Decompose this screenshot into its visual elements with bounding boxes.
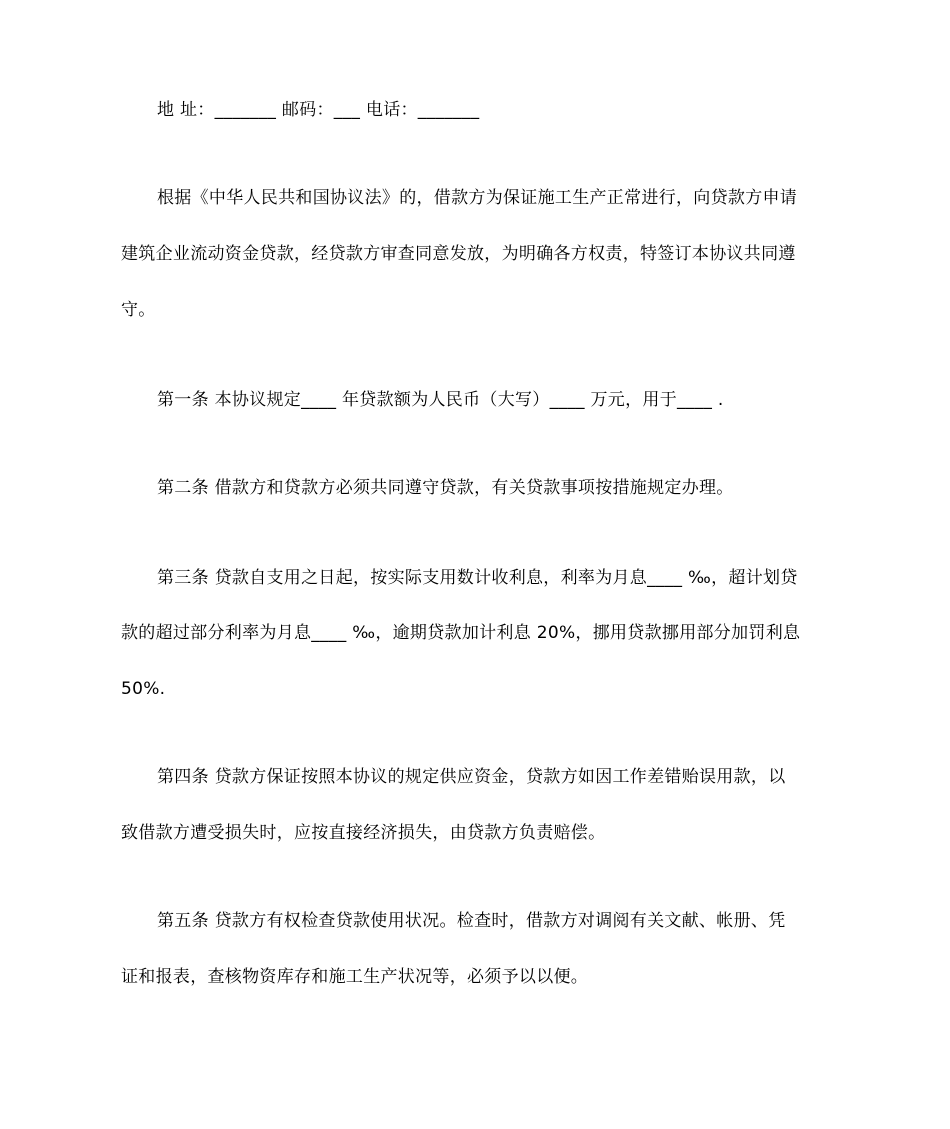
article-5-line-1: 第五条 贷款方有权检查贷款使用状况。检查时，借款方对调阅有关文献、帐册、凭 [157, 911, 786, 931]
preamble-line-2: 建筑企业流动资金贷款，经贷款方审查同意发放，为明确各方权责，特签订本协议共同遵 [121, 244, 796, 264]
article-5-line-2: 证和报表，查核物资库存和施工生产状况等，必须予以以便。 [121, 967, 589, 987]
article-3-line-3: 50%. [121, 679, 166, 699]
article-1-line-1: 第一条 本协议规定____ 年贷款额为人民币（大写）____ 万元，用于____ . [157, 390, 724, 410]
preamble-line-1: 根据《中华人民共和国协议法》的，借款方为保证施工生产正常进行，向贷款方申请 [157, 188, 798, 208]
article-3-line-2: 款的超过部分利率为月息____ ‰，逾期贷款加计利息 20%，挪用贷款挪用部分加罚利息 [121, 623, 801, 643]
article-2-line-1: 第二条 借款方和贷款方必须共同遵守贷款，有关贷款事项按措施规定办理。 [157, 478, 734, 498]
article-4-line-1: 第四条 贷款方保证按照本协议的规定供应资金，贷款方如因工作差错贻误用款，以 [157, 767, 786, 787]
address-line: 地 址：_______ 邮码：___ 电话：_______ [157, 100, 480, 120]
article-4-line-2: 致借款方遭受损失时，应按直接经济损失，由贷款方负责赔偿。 [121, 823, 606, 843]
article-3-line-1: 第三条 贷款自支用之日起，按实际支用数计收利息，利率为月息____ ‰，超计划贷 [157, 568, 798, 588]
preamble-line-3: 守。 [121, 300, 156, 320]
